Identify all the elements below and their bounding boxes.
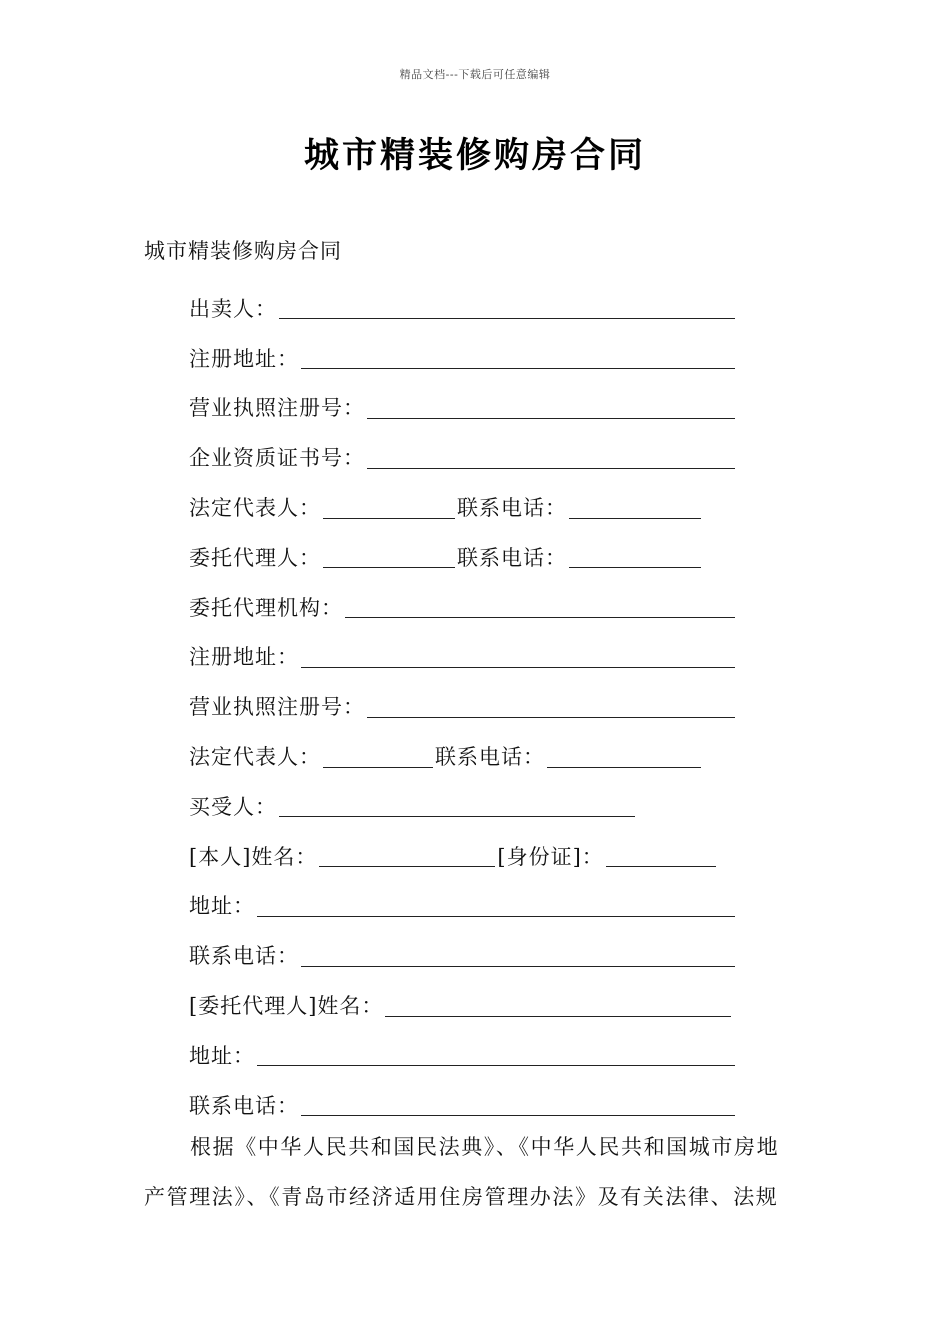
field-buyer-agent-name [189,980,749,1030]
contract-party-fields [189,283,749,1130]
field-buyer-address [189,881,749,931]
field-label-buyer-name: [本人]姓名： [189,844,318,869]
blank-line-buyer-phone[interactable] [301,944,735,967]
field-buyer [189,781,749,831]
blank-line-agency-address[interactable] [301,645,735,668]
blank-line-agency[interactable] [345,595,735,618]
blank-line-buyer-agent-name[interactable] [385,994,731,1017]
contract-preamble [144,1122,808,1222]
document-subtitle: 城市精装修购房合同 [144,239,342,263]
field-label-agency: 委托代理机构： [189,595,343,620]
blank-line-seller[interactable] [279,296,735,319]
field-label-agency-legal-rep-phone: 联系电话： [435,745,545,770]
preamble-line-2: 产管理法》、《青岛市经济适用住房管理办法》及有关法律、法规 [144,1185,779,1209]
field-label-seller-license: 营业执照注册号： [189,396,365,421]
field-seller-address [189,333,749,383]
field-label-buyer-address: 地址： [189,894,255,919]
blank-line-seller-agent-phone[interactable] [569,545,701,568]
field-label-seller-legal-rep-phone: 联系电话： [457,496,567,521]
blank-line-buyer-agent-phone[interactable] [301,1093,735,1116]
field-label-agency-license: 营业执照注册号： [189,695,365,720]
field-buyer-name [189,831,749,881]
field-agency-license [189,681,749,731]
field-buyer-phone [189,930,749,980]
blank-line-agency-license[interactable] [367,695,735,718]
field-seller [189,283,749,333]
field-buyer-agent-address [189,1030,749,1080]
blank-line-agency-legal-rep[interactable] [323,745,433,768]
blank-line-buyer[interactable] [279,794,635,817]
page-header-note: 精品文档---下载后可任意编辑 [399,68,551,81]
field-label-seller-qualification: 企业资质证书号： [189,446,365,471]
field-label-buyer-agent-name: [委托代理人]姓名： [189,994,384,1019]
field-label-agency-legal-rep: 法定代表人： [189,745,321,770]
field-agency-address [189,632,749,682]
blank-line-seller-legal-rep-phone[interactable] [569,496,701,519]
field-label-buyer-id: [身份证]： [497,844,604,869]
field-label-agency-address: 注册地址： [189,645,299,670]
field-label-seller: 出卖人： [189,296,277,321]
field-label-seller-agent: 委托代理人： [189,545,321,570]
field-label-buyer-agent-address: 地址： [189,1043,255,1068]
field-agency-legal-rep [189,731,749,781]
blank-line-agency-legal-rep-phone[interactable] [547,745,701,768]
blank-line-seller-license[interactable] [367,396,735,419]
field-seller-legal-rep [189,482,749,532]
field-seller-qualification [189,432,749,482]
preamble-line-1: 根据《中华人民共和国民法典》、《中华人民共和国城市房地 [190,1135,780,1159]
field-label-buyer-phone: 联系电话： [189,944,299,969]
field-seller-agent [189,532,749,582]
blank-line-seller-qualification[interactable] [367,446,735,469]
field-label-seller-agent-phone: 联系电话： [457,545,567,570]
field-label-buyer-agent-phone: 联系电话： [189,1093,299,1118]
field-label-buyer: 买受人： [189,794,277,819]
field-seller-license [189,383,749,433]
blank-line-buyer-name[interactable] [319,844,495,867]
field-label-seller-legal-rep: 法定代表人： [189,496,321,521]
blank-line-buyer-address[interactable] [257,894,735,917]
blank-line-buyer-agent-address[interactable] [257,1043,735,1066]
field-agency [189,582,749,632]
blank-line-seller-agent[interactable] [323,545,455,568]
blank-line-buyer-id[interactable] [606,844,716,867]
field-label-seller-address: 注册地址： [189,346,299,371]
document-title: 城市精装修购房合同 [303,136,646,176]
blank-line-seller-address[interactable] [301,346,735,369]
blank-line-seller-legal-rep[interactable] [323,496,455,519]
